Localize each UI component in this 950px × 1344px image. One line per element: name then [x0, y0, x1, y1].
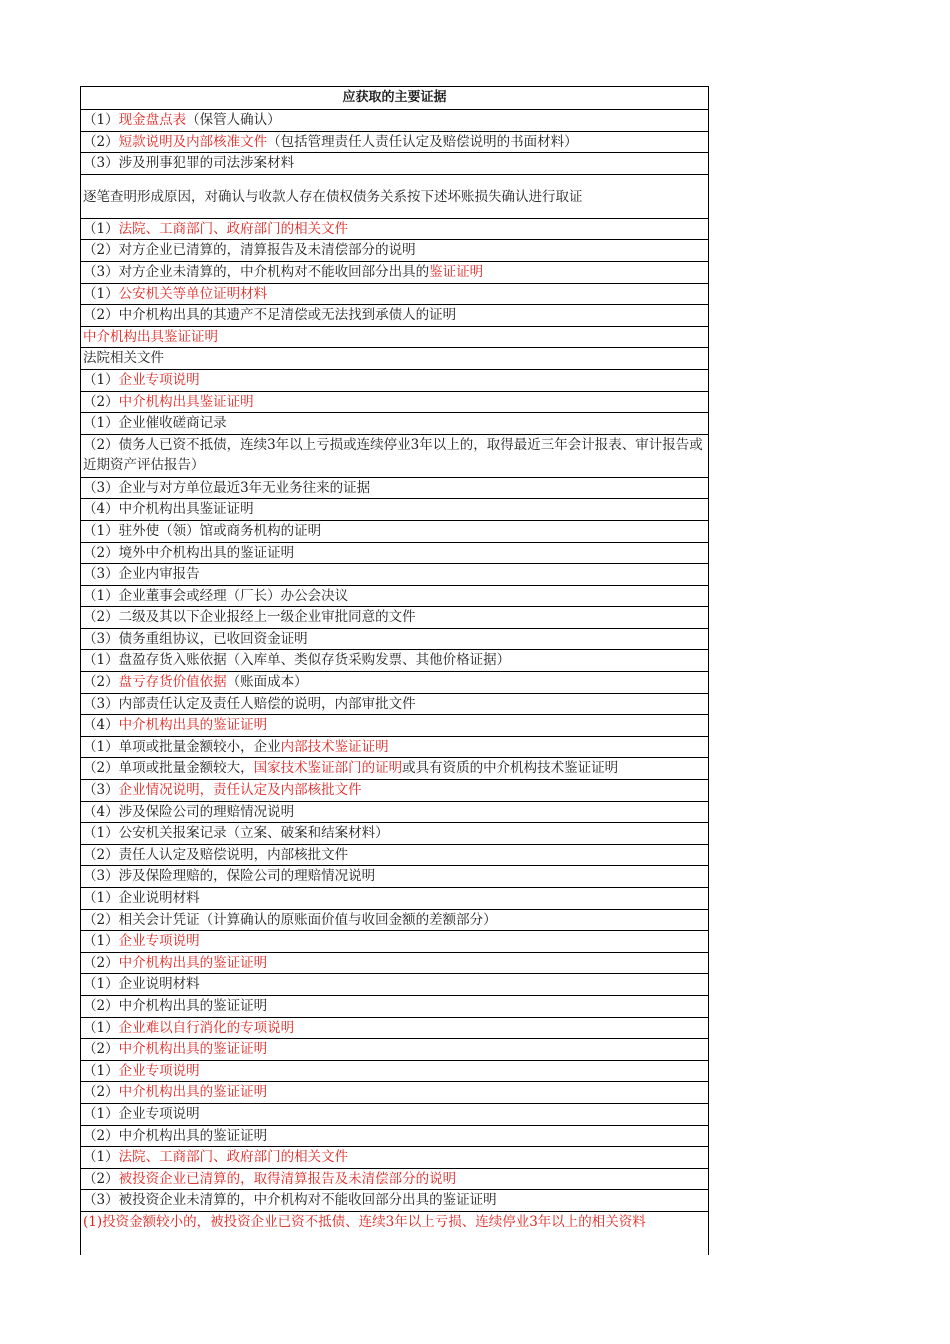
table-row: [81, 586, 708, 608]
highlighted-text: 中介机构出具鉴证证明: [83, 328, 218, 345]
highlighted-text: 企业专项说明: [118, 933, 200, 950]
table-row: [81, 392, 708, 414]
cell-text: （3）内部责任认定及责任人赔偿的说明，内部审批文件: [83, 695, 416, 712]
cell-text: （3）企业与对方单位最近3年无业务往来的证据: [83, 479, 371, 496]
cell-text: 逐笔查明形成原因，对确认与收款人存在债权债务关系按下述坏账损失确认进行取证: [83, 188, 583, 205]
highlighted-text: 企业情况说明，责任认定及内部核批文件: [118, 782, 362, 799]
table-row: [81, 370, 708, 392]
cell-text: （4）涉及保险公司的理赔情况说明: [83, 803, 295, 820]
table-row: [81, 931, 708, 953]
evidence-table: [80, 86, 709, 1255]
cell-text: （账面成本）: [226, 674, 308, 691]
table-row: [81, 305, 708, 327]
table-row: [81, 110, 708, 132]
table-row: [81, 629, 708, 651]
cell-text: （2）: [83, 1170, 119, 1187]
table-row: [81, 715, 708, 737]
table-row: [81, 1190, 708, 1212]
cell-text: （2）债务人已资不抵债，连续3年以上亏损或连续停业3年以上的，取得最近三年会计报表、审计报告或近期资产评估报告）: [83, 436, 703, 473]
table-row: [81, 1212, 708, 1255]
cell-text: （1）: [83, 285, 119, 302]
cell-text: （2）中介机构出具的鉴证证明: [83, 997, 268, 1014]
cell-text: （2）: [83, 1084, 119, 1101]
table-row: [81, 758, 708, 780]
highlighted-text: 短款说明及内部核准文件: [118, 133, 268, 150]
cell-text: （3）对方企业未清算的，中介机构对不能收回部分出具的: [83, 263, 430, 280]
cell-text: （1）盘盈存货入账依据（入库单、类似存货采购发票、其他价格证据）: [83, 652, 511, 669]
table-row: [81, 284, 708, 306]
highlighted-text: 中介机构出具的鉴证证明: [118, 1041, 268, 1058]
table-row: [81, 435, 708, 478]
table-row: [81, 564, 708, 586]
cell-text: （1）公安机关报案记录（立案、破案和结案材料）: [83, 825, 389, 842]
cell-text: 或具有资质的中介机构技术鉴证证明: [402, 760, 619, 777]
cell-text: （1）: [83, 1062, 119, 1079]
cell-text: （2）: [83, 133, 119, 150]
cell-text: （2）境外中介机构出具的鉴证证明: [83, 544, 295, 561]
table-row: [81, 1039, 708, 1061]
cell-text: （4）: [83, 717, 119, 734]
highlighted-text: 现金盘点表: [118, 112, 187, 128]
cell-text: （2）: [83, 674, 119, 691]
table-row: [81, 737, 708, 759]
cell-text: （保管人确认）: [186, 112, 281, 128]
cell-text: （包括管理责任人责任认定及赔偿说明的书面材料）: [267, 133, 578, 150]
cell-text: （2）单项或批量金额较大，: [83, 760, 254, 777]
table-row: [81, 823, 708, 845]
table-header: 应获取的主要证据: [81, 87, 708, 110]
cell-text: （2）: [83, 393, 119, 410]
cell-text: （4）中介机构出具鉴证证明: [83, 501, 254, 518]
table-row: [81, 1104, 708, 1126]
highlighted-text: 公安机关等单位证明材料: [118, 285, 268, 302]
cell-text: （3）: [83, 782, 119, 799]
highlighted-text: 内部技术鉴证证明: [280, 738, 389, 755]
table-row: [81, 1018, 708, 1040]
cell-text: （2）中介机构出具的鉴证证明: [83, 1127, 268, 1144]
table-row: [81, 780, 708, 802]
cell-text: （1）: [83, 933, 119, 950]
table-row: [81, 348, 708, 370]
table-row: [81, 845, 708, 867]
highlighted-text: 盘亏存货价值依据: [118, 674, 227, 691]
highlighted-text: 中介机构出具的鉴证证明: [118, 954, 268, 971]
cell-text: （1）: [83, 112, 119, 128]
table-row: [81, 672, 708, 694]
table-row: [81, 175, 708, 219]
cell-text: （2）: [83, 1041, 119, 1058]
cell-text: （1）企业说明材料: [83, 890, 200, 906]
cell-text: 法院相关文件: [83, 350, 164, 367]
highlighted-text: 法院、工商部门、政府部门的相关文件: [118, 220, 349, 237]
table-row: [81, 802, 708, 824]
table-row: [81, 607, 708, 629]
table-row: [81, 132, 708, 154]
table-row: [81, 413, 708, 435]
highlighted-text: 企业专项说明: [118, 1062, 200, 1079]
highlighted-text: 国家技术鉴证部门的证明: [253, 760, 403, 777]
table-row: [81, 910, 708, 932]
table-row: [81, 953, 708, 975]
cell-text: （1）企业专项说明: [83, 1105, 200, 1122]
highlighted-text: 企业专项说明: [118, 371, 200, 388]
cell-text: （3）被投资企业未清算的，中介机构对不能收回部分出具的鉴证证明: [83, 1192, 497, 1209]
table-row: [81, 153, 708, 175]
cell-text: （2）责任人认定及赔偿说明，内部核批文件: [83, 846, 349, 863]
table-row: [81, 650, 708, 672]
table-row: [81, 996, 708, 1018]
table-row: [81, 521, 708, 543]
highlighted-text: 中介机构出具的鉴证证明: [118, 1084, 268, 1101]
table-row: [81, 1061, 708, 1083]
cell-text: （1）驻外使（领）馆或商务机构的证明: [83, 522, 322, 539]
cell-text: （2）相关会计凭证（计算确认的原账面价值与收回金额的差额部分）: [83, 911, 497, 928]
cell-text: （1）: [83, 220, 119, 237]
table-row: [81, 262, 708, 284]
table-body: [81, 110, 708, 1255]
cell-text: （3）涉及刑事犯罪的司法涉案材料: [83, 155, 295, 172]
table-row: [81, 1147, 708, 1169]
cell-text: （1）: [83, 1019, 119, 1036]
cell-text: （3）涉及保险理赔的，保险公司的理赔情况说明: [83, 868, 376, 885]
table-row: [81, 240, 708, 262]
highlighted-text: 鉴证证明: [429, 263, 484, 280]
highlighted-text: 中介机构出具的鉴证证明: [118, 717, 268, 734]
table-row: [81, 327, 708, 349]
cell-text: （1）企业催收磋商记录: [83, 415, 227, 432]
cell-text: （1）企业说明材料: [83, 976, 200, 993]
cell-text: （1）企业董事会或经理（厂长）办公会决议: [83, 587, 349, 604]
table-row: [81, 866, 708, 888]
cell-text: （2）对方企业已清算的，清算报告及未清偿部分的说明: [83, 242, 416, 259]
cell-text: （1）: [83, 1149, 119, 1166]
highlighted-text: 中介机构出具鉴证证明: [118, 393, 254, 410]
table-row: [81, 888, 708, 910]
table-row: [81, 974, 708, 996]
cell-text: （2）: [83, 954, 119, 971]
table-row: [81, 543, 708, 565]
cell-text: （3）企业内审报告: [83, 566, 200, 583]
highlighted-text: 被投资企业已清算的，取得清算报告及未清偿部分的说明: [118, 1170, 457, 1187]
table-row: [81, 1082, 708, 1104]
table-row: [81, 499, 708, 521]
table-row: [81, 478, 708, 500]
table-row: [81, 694, 708, 716]
cell-text: （2）中介机构出具的其遗产不足清偿或无法找到承债人的证明: [83, 307, 457, 324]
table-row: [81, 219, 708, 241]
cell-text: （1）: [83, 371, 119, 388]
highlighted-text: (1)投资金额较小的，被投资企业已资不抵债、连续3年以上亏损、连续停业3年以上的相关资料: [83, 1213, 646, 1230]
cell-text: （2）二级及其以下企业报经上一级企业审批同意的文件: [83, 609, 416, 626]
table-row: [81, 1126, 708, 1148]
highlighted-text: 法院、工商部门、政府部门的相关文件: [118, 1149, 349, 1166]
highlighted-text: 企业难以自行消化的专项说明: [118, 1019, 295, 1036]
table-row: [81, 1169, 708, 1191]
cell-text: （1）单项或批量金额较小，企业: [83, 738, 281, 755]
cell-text: （3）债务重组协议，已收回资金证明: [83, 630, 308, 647]
